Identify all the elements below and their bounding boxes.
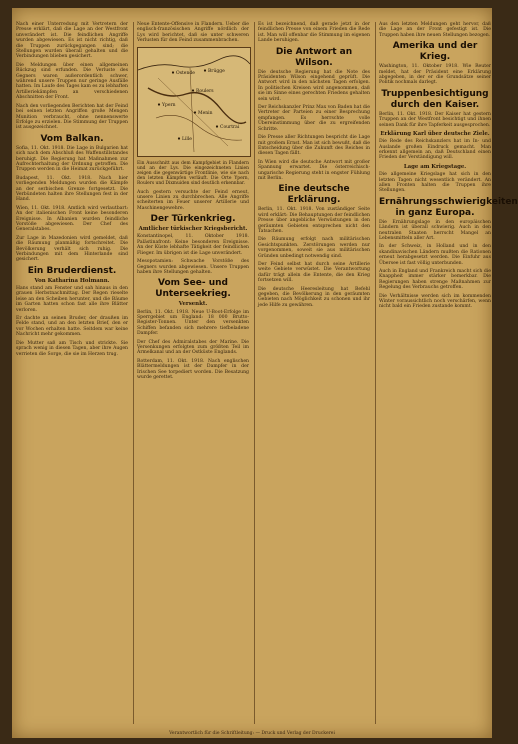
map-town-label: Ypern: [162, 102, 176, 108]
article-paragraph: Neue Entente-Offensive in Flandern. Ueber die englisch-französischen Angriffe nördlich der Lys wird berichtet, daß sie unter schweren Verlusten für den Feind zusammenbrachen.: [137, 22, 249, 44]
article-paragraph: Die deutsche Heeresleitung hat Befehl gegeben, die Bevölkerung in den geräumten Gebieten nach Möglichkeit zu schonen und ihr jede Hilfe zu gewähren.: [258, 286, 370, 308]
map-coastline: [138, 55, 250, 69]
map-town-marker: [192, 89, 194, 91]
article-paragraph: Die Presse aller Richtungen bespricht die Lage mit großem Ernst. Man ist sich bewußt, daß die Entscheidung über die Zukunft des Reiches in diesen Tagen fällt.: [258, 135, 370, 157]
map-town-label: Ostende: [176, 70, 195, 76]
article-paragraph: Mesopotamien: Schwache Vorstöße des Gegners wurden abgewiesen. Unsere Truppen haben ihre Stellungen gehalten.: [137, 259, 249, 275]
map-town-label: Brügge: [208, 68, 225, 74]
article-paragraph: In Wien wird die deutsche Antwort mit großer Spannung erwartet. Die österreichisch-ungarische Regierung steht in engster Fühlung mit Berlin.: [258, 159, 370, 181]
article-paragraph: Konstantinopel, 11. Oktober 1918. Palästinafront: Keine besonderen Ereignisse. An der Küste lebhafte Tätigkeit der feindlichen Flieger. Im übrigen ist die Lage unverändert.: [137, 234, 249, 256]
article-paragraph: Hans stand am Fenster und sah hinaus in den grauen Herbstnachmittag. Der Regen rieselte leise an den Scheiben herunter, und die Bäume im Garten hatten schon fast alle ihre Blätter verloren.: [16, 286, 128, 313]
column-rule: [133, 22, 134, 724]
column-4: [379, 22, 518, 724]
article-subheading: Lage am Kriegstage.: [403, 163, 467, 170]
article-paragraph: Die deutsche Regierung hat die Note des Präsidenten Wilson eingehend geprüft. Die Antwort wird in den nächsten Tagen erfolgen. In politischen Kreisen wird angenommen, daß sie im Sinne eines gerechten Friedens gehalten sein wird.: [258, 69, 370, 102]
article-heading: Ein Bruderdienst.: [27, 265, 117, 276]
article-heading: Eine deutsche Erklärung.: [278, 184, 350, 206]
flanders-map: [137, 47, 251, 157]
article-heading: Vom Balkan.: [40, 133, 104, 144]
map-town-marker: [204, 69, 206, 71]
article-paragraph: Sofia, 11. Okt. 1918. Die Lage in Bulgarien hat sich nach dem Abschluß des Waffenstillstandes beruhigt. Die Regierung hat Maßnahmen zur Aufrechterhaltung der Ordnung getroffen. Die Truppen werden in die Heimat zurückgeführt.: [16, 145, 128, 173]
map-town-marker: [178, 137, 180, 139]
column-2: [137, 22, 249, 724]
map-town-label: Roulers: [196, 88, 214, 94]
article-heading: Die Antwort an Wilson.: [275, 46, 353, 68]
column-rule: [375, 22, 376, 724]
article-subheading: Versenkt.: [178, 301, 208, 308]
article-paragraph: Die Räumung erfolgt nach militärischen Gesichtspunkten. Zerstörungen werden nur vorgenommen, soweit sie aus militärischen Gründen unbedingt notwendig sind.: [258, 237, 370, 259]
article-paragraph: Berlin, 11. Okt. 1918. Neue U-Boot-Erfolge im Sperrgebiet um England: 18 000 Brutto-Register-Tonnen. Unter den versenkten Schiffen befanden sich mehrere tiefbeladene Dampfer.: [137, 309, 249, 337]
map-figure: [137, 47, 249, 187]
column-1: [16, 22, 128, 724]
article-heading: Amerika und der Krieg.: [392, 41, 478, 63]
article-paragraph: Er dachte an seinen Bruder, der draußen im Felde stand, und an den letzten Brief, den er vor Wochen erhalten hatte. Seitdem war keine Nachricht mehr gekommen.: [16, 316, 128, 338]
map-drawing: [138, 48, 250, 156]
article-paragraph: Die Mutter saß am Tisch und strickte. Sie sprach wenig in diesen Tagen, aber ihre Augen verrieten die Sorge, die sie im Herzen trug.: [16, 340, 128, 357]
map-town-marker: [216, 125, 218, 127]
article-paragraph: Die Ernährungslage in den europäischen Ländern ist überall schwierig. Auch in den neutralen Staaten herrscht Mangel an Lebensmitteln aller Art.: [379, 219, 491, 241]
article-subheading: Amtlicher türkischer Kriegsbericht.: [138, 226, 248, 233]
article-paragraph: Nach den vorliegenden Berichten hat der Feind bei seinen letzten Angriffen große Mengen Munition verbraucht, ohne nennenswerte Erfolge zu erzielen. Die Stimmung der Truppen ist ausgezeichnet.: [16, 103, 128, 131]
article-paragraph: Auch gestern versuchte der Feind erneut, unsere Linien zu durchbrechen. Alle Angriffe scheiterten im Feuer unserer Artillerie und Maschinengewehre.: [137, 189, 249, 211]
article-paragraph: Wien, 11. Okt. 1918. Amtlich wird verlautbart: An der italienischen Front keine besonderen Ereignisse. In Albanien wurden feindliche Vorstöße abgewiesen. Der Chef des Generalstabes.: [16, 205, 128, 233]
article-paragraph: Zur Lage in Mazedonien wird gemeldet, daß die Räumung planmäßig fortschreitet. Die Bevölkerung verhält sich ruhig. Die Verbindungen mit dem Hinterlande sind gesichert.: [16, 235, 128, 263]
article-heading: Der Türkenkrieg.: [150, 214, 236, 225]
map-town-marker: [194, 111, 196, 113]
newspaper-page: [12, 8, 518, 738]
article-paragraph: Die Verhältnisse werden sich im kommenden Winter voraussichtlich noch verschärfen, wenn nicht bald ein Frieden zustande kommt.: [379, 293, 491, 310]
map-town-label: Menin: [198, 110, 213, 116]
article-paragraph: Nach einer Unterredung mit Vertretern der Presse erklärt, daß die Lage an der Westfront unverändert ist. Die feindlichen Angriffe wurden abgewiesen. Es ist nicht richtig, daß die Truppen zurückgegangen sind; die Stellungen wurden überall gehalten und die Verbindungen blieben gesichert.: [16, 22, 128, 60]
article-paragraph: Der Reichskanzler Prinz Max von Baden hat die Vertreter der Parteien zu einer Besprechung empfangen. Es herrschte volle Übereinstimmung über die zu ergreifenden Schritte.: [258, 105, 370, 132]
map-caption: Ein Ausschnitt aus dem Kampfgebiet in Flandern und an der Lys. Die eingezeichneten Linien zeigen die gegenwärtige Frontlinie, wie sie nach den letzten Kämpfen verläuft. Die Orte Ypern, Roulers und Dixmuiden sind deutlich erkennbar.: [137, 160, 249, 187]
column-3: [258, 22, 370, 724]
article-paragraph: Die allgemeine Kriegslage hat sich in den letzten Tagen nicht wesentlich verändert. An allen Fronten halten die Truppen ihre Stellungen.: [379, 172, 491, 194]
map-town-label: Courtrai: [220, 124, 240, 130]
article-paragraph: Es ist bezeichnend, daß gerade jetzt in der feindlichen Presse von einem Frieden die Rede ist. Man will offenbar die Stimmung im eigenen Lande beruhigen.: [258, 22, 370, 44]
article-paragraph: Die Rede des Reichskanzlers hat im In- und Auslande großen Eindruck gemacht. Man erkennt allgemein an, daß Deutschland einen Frieden der Verständigung will.: [379, 139, 491, 161]
article-paragraph: Der Feind selbst hat durch seine Artillerie weite Gebiete verwüstet. Die Verantwortung dafür trägt allein die Entente, die den Krieg fortsetzen will.: [258, 262, 370, 284]
map-town-label: Lille: [182, 136, 192, 142]
page-footer: Verantwortlich für die Schriftleitung: — Druck und Verlag der Druckerei: [169, 731, 335, 736]
article-paragraph: Berlin, 11. Okt. 1918. Von zuständiger Seite wird erklärt: Die Behauptungen der feindlichen Presse über angebliche Verwüstungen in den geräumten Gebieten entsprechen nicht den Tatsachen.: [258, 207, 370, 234]
article-paragraph: Auch in England und Frankreich macht sich die Knappheit immer stärker bemerkbar. Die Regierungen haben strenge Maßnahmen zur Regelung des Verbrauchs getroffen.: [379, 268, 491, 291]
article-heading: Truppenbesichtigung durch den Kaiser.: [381, 88, 489, 110]
map-town-marker: [158, 103, 160, 105]
article-paragraph: Budapest, 11. Okt. 1918. Nach hier vorliegenden Meldungen wurden die Kämpfe an der serbischen Grenze fortgesetzt. Die Verbündeten halten ihre Stellungen fest in der Hand.: [16, 175, 128, 203]
map-town-marker: [172, 71, 174, 73]
article-subheading: Von Katharina Holmann.: [34, 277, 110, 284]
article-paragraph: Aus den letzten Meldungen geht hervor, daß die Lage an der Front gefestigt ist. Die Truppen haben ihre neuen Stellungen bezogen.: [379, 22, 491, 38]
article-paragraph: Washington, 11. Oktober 1918. Wie Reuter meldet, hat der Präsident eine Erklärung abgegeben, in der er die Grundsätze seiner Politik nochmals darlegt.: [379, 64, 491, 86]
article-paragraph: Der Chef des Admiralstabes der Marine. Die Versenkungen erfolgten zum größten Teil im Ärmelkanal und an der Ostküste Englands.: [137, 339, 249, 356]
article-paragraph: Berlin, 11. Okt. 1918. Der Kaiser hat gestern Truppen an der Westfront besichtigt und ihnen seinen Dank für ihre Tapferkeit ausgesprochen.: [379, 111, 491, 128]
article-subheading: Erklärung Karl über deutsche Ziele.: [380, 131, 490, 138]
article-paragraph: In der Schweiz, in Holland und in den skandinavischen Ländern mußten die Rationen erneut herabgesetzt werden. Die Einfuhr aus Übersee ist fast völlig unterbunden.: [379, 244, 491, 266]
article-heading: Vom See- und Unterseekrieg.: [155, 278, 231, 300]
article-heading: Ernährungsschwierigkeiten in ganz Europa.: [379, 196, 518, 218]
column-rule: [254, 22, 255, 724]
article-paragraph: Rotterdam, 11. Okt. 1918. Nach englischen Blättermeldungen ist der Dampfer in der Irischen See torpediert worden. Die Besatzung wurde gerettet.: [137, 358, 249, 380]
article-paragraph: Die Meldungen über einen allgemeinen Rückzug sind erfunden. Die Verluste des Gegners waren außerordentlich schwer, während unsere Truppen nur geringe Ausfälle hatten. Im Laufe des Tages kam es zu lebhaften Artilleriekämpfen an verschiedenen Abschnitten der Front.: [16, 62, 128, 101]
